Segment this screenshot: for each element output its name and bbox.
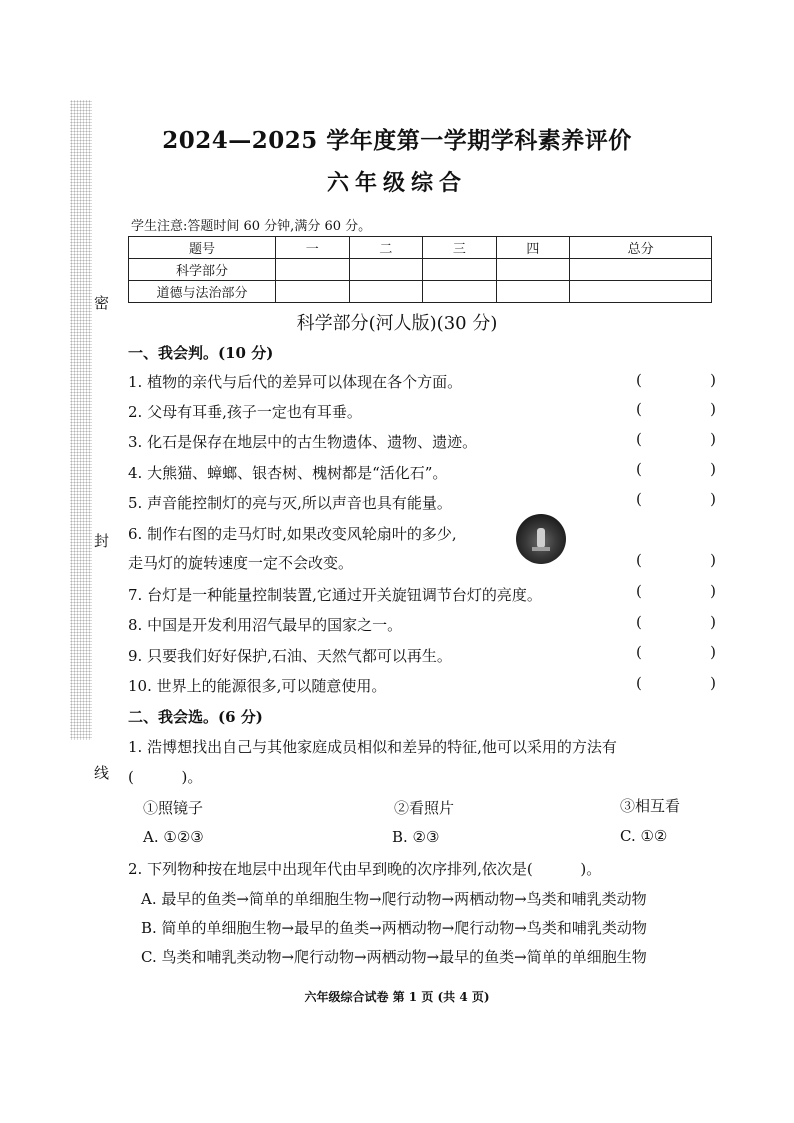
binding-char-xian: 线	[94, 764, 110, 782]
exam-subtitle: 六年级综合	[326, 170, 467, 196]
score-cell[interactable]	[423, 281, 497, 303]
judge-question: 1. 植物的亲代与后代的差异可以体现在各个方面。	[128, 373, 463, 391]
score-header-cell: 题号	[129, 237, 276, 259]
score-cell[interactable]	[570, 281, 712, 303]
paren-open: (	[636, 430, 642, 448]
paren-open: (	[636, 643, 642, 661]
paren-close: )	[710, 643, 716, 661]
paren-open: (	[636, 582, 642, 600]
score-header-cell: 二	[349, 237, 423, 259]
paren-open: (	[636, 400, 642, 418]
paren-close: )	[710, 490, 716, 508]
judge-question: 2. 父母有耳垂,孩子一定也有耳垂。	[128, 403, 362, 421]
judge-question: 9. 只要我们好好保护,石油、天然气都可以再生。	[128, 647, 452, 665]
score-table	[128, 236, 712, 303]
paren-close: )	[710, 400, 716, 418]
score-header-cell: 总分	[570, 237, 712, 259]
paren-close: )	[710, 551, 716, 569]
student-notice: 学生注意:答题时间 60 分钟,满分 60 分。	[131, 219, 372, 234]
score-cell[interactable]	[496, 281, 570, 303]
lantern-base	[532, 547, 550, 551]
section-title: 科学部分(河人版)(30 分)	[296, 313, 498, 334]
binding-char-feng: 封	[94, 532, 110, 550]
choice-option[interactable]: C. ①②	[620, 827, 668, 845]
choice-option[interactable]: B. 简单的单细胞生物→最早的鱼类→两栖动物→爬行动物→鸟类和哺乳类动物	[141, 919, 647, 937]
part2-heading: 二、我会选。(6 分)	[128, 708, 263, 726]
score-table-header-row	[129, 237, 712, 259]
judge-question: 4. 大熊猫、蟑螂、银杏树、槐树都是“活化石”。	[128, 464, 448, 482]
paren-close: )	[710, 674, 716, 692]
paren-close: )	[710, 582, 716, 600]
method-item: ③相互看	[620, 797, 681, 815]
paren-open: (	[636, 460, 642, 478]
choice-question-stem: 1. 浩博想找出自己与其他家庭成员相似和差异的特征,他可以采用的方法有	[128, 738, 617, 756]
choice-question-stem: 2. 下列物种按在地层中出现年代由早到晚的次序排列,依次是( )。	[128, 860, 602, 878]
judge-question: 3. 化石是保存在地层中的古生物遗体、遗物、遗迹。	[128, 433, 478, 451]
score-cell[interactable]	[276, 259, 350, 281]
judge-question: 8. 中国是开发利用沼气最早的国家之一。	[128, 616, 403, 634]
score-cell[interactable]	[570, 259, 712, 281]
judge-question: 6. 制作右图的走马灯时,如果改变风轮扇叶的多少,	[128, 525, 457, 543]
paren-open: (	[636, 371, 642, 389]
choice-option[interactable]: A. 最早的鱼类→简单的单细胞生物→爬行动物→两栖动物→鸟类和哺乳类动物	[141, 890, 647, 908]
score-cell[interactable]	[349, 281, 423, 303]
score-table-row	[129, 281, 712, 303]
answer-blank[interactable]: ( )。	[128, 768, 203, 786]
score-header-cell: 四	[496, 237, 570, 259]
lantern-candle	[537, 528, 545, 548]
score-cell[interactable]	[496, 259, 570, 281]
page-footer: 六年级综合试卷 第 1 页 (共 4 页)	[304, 990, 490, 1004]
judge-question: 7. 台灯是一种能量控制装置,它通过开关旋钮调节台灯的亮度。	[128, 586, 542, 604]
method-item: ①照镜子	[143, 799, 204, 817]
paren-open: (	[636, 551, 642, 569]
paren-open: (	[636, 674, 642, 692]
paren-close: )	[710, 613, 716, 631]
choice-option[interactable]: B. ②③	[392, 828, 440, 846]
paren-open: (	[636, 613, 642, 631]
revolving-lantern-image	[516, 514, 566, 564]
paren-close: )	[710, 460, 716, 478]
judge-question-continued: 走马灯的旋转速度一定不会改变。	[128, 554, 354, 572]
choice-option[interactable]: C. 鸟类和哺乳类动物→爬行动物→两栖动物→最早的鱼类→简单的单细胞生物	[141, 948, 647, 966]
exam-title: 2024—2025 学年度第一学期学科素养评价	[162, 127, 632, 154]
binding-char-mi: 密	[94, 294, 110, 312]
score-row-label: 道德与法治部分	[129, 281, 276, 303]
score-header-cell: 三	[423, 237, 497, 259]
method-item: ②看照片	[394, 799, 455, 817]
judge-question: 10. 世界上的能源很多,可以随意使用。	[128, 677, 387, 695]
choice-option[interactable]: A. ①②③	[143, 828, 204, 846]
judge-question: 5. 声音能控制灯的亮与灭,所以声音也具有能量。	[128, 494, 452, 512]
score-header-cell: 一	[276, 237, 350, 259]
part1-heading: 一、我会判。(10 分)	[128, 344, 274, 362]
score-cell[interactable]	[349, 259, 423, 281]
score-table-row	[129, 259, 712, 281]
paren-close: )	[710, 371, 716, 389]
score-row-label: 科学部分	[129, 259, 276, 281]
paren-close: )	[710, 430, 716, 448]
paren-open: (	[636, 490, 642, 508]
score-cell[interactable]	[423, 259, 497, 281]
score-cell[interactable]	[276, 281, 350, 303]
